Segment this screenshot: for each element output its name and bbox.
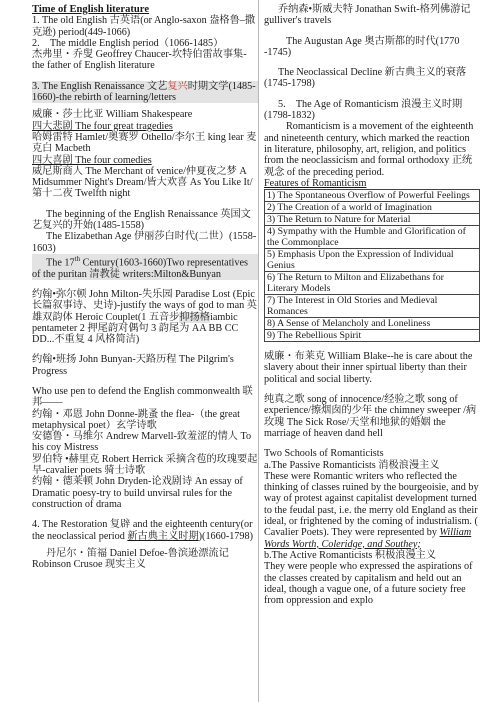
augustan-age: The Augustan Age 奥古斯都的时代(1770 -1745) (264, 35, 460, 58)
features-heading: Features of Romanticism (264, 177, 367, 189)
seventeenth-century: The 17th Century(1603-1660)Two representatives of the puritan 清教徒 writers:Milton&Bunyan (32, 254, 258, 280)
marvell-note: 安德鲁・马维尔 Andrew Marvell-致羞涩的情人 To his coy Mistress (32, 431, 252, 454)
romanticism-definition: Romanticism is a movement of the eighteenth and nineteenth century, which marked the reaction in literature, philosophy, art, religion, and politics from the neoclassicism and formal orthodoxy 正统观念 of the preceding period. (264, 121, 474, 178)
feature-item: 3) The Return to Nature for Material (264, 214, 480, 226)
chaucer-note: 杰弗里・乔叟 Geoffrey Chaucer-坎特伯雷故事集-the father of English literature (32, 49, 247, 72)
tragedies-heading: 四大悲剧 The four great tragedies (32, 120, 173, 132)
active-romanticists-text: They were people who expressed the aspirations of the classes created by capitalism and held out an ideal, though a vague one, of a future society free from oppression and explo (264, 561, 473, 607)
herrick-note: 罗伯特 •赫里克 Robert Herrick 采摘含苞的玫瑰要起早-cavalier poets 骑士诗歌 (32, 453, 258, 477)
shakespeare-heading: 威廉・莎士比亚 William Shakespeare (32, 109, 193, 121)
feature-item: 2) The Creation of a world of Imagination (264, 202, 480, 214)
document-title: Time of English literature (32, 4, 150, 15)
blake-works: 纯真之歌 song of innocence/经验之歌 song of experience/擦烟囱的少年 the chimney sweeper /病玫瑰 The Sick Rose/天堂和地狱的婚姻 the marriage of heaven dand hell (264, 394, 477, 439)
feature-item: 5) Emphasis Upon the Expression of Individual Genius (264, 249, 480, 272)
right-column (258, 0, 480, 702)
bunyan-note: 约翰•班扬 John Bunyan-天路历程 The Pilgrim's Progress (32, 354, 234, 377)
dryden-note: 约翰・德莱顿 John Dryden-论戏剧诗 An essay of Dramatic poesy-try to build unvirsal rules for the construction of drama (32, 476, 243, 510)
feature-item: 9) The Rebellious Spirit (264, 330, 480, 342)
comedies-heading: 四大喜剧 The four comedies (32, 154, 152, 166)
period-romanticism: 5. The Age of Romanticism 浪漫主义时期(1798-1832) (264, 98, 463, 122)
passive-romanticists-heading: a.The Passive Romanticists 消极浪漫主义 (264, 459, 440, 471)
passive-romanticists-text: These were Romantic writers who reflected the thinking of classes ruined by the bourgeoisie, and by way of protest against capitalist development turned to the feudal past, i.e. the merry old England as their ideal, or frightened by the coming of industrialism. ( Cavalier Poets). They were represented by William Words Worth, Coleridge, and Southey; (264, 470, 479, 550)
active-romanticists-heading: b.The Active Romanticists 积极浪漫主义 (264, 549, 437, 561)
comedies-list: 威尼斯商人 The Merchant of venice/仲夏夜之梦 A Midsummer Night's Dream/皆大欢喜 As You Like It/第十二夜 Twelfth night (32, 165, 253, 200)
tragedies-list: 哈姆雷特 Hamlet/奥赛罗 Othello/李尔王 king lear 麦克白 Macbeth (32, 131, 257, 155)
schools-heading: Two Schools of Romanticists (264, 448, 384, 460)
period-renaissance: 3. The English Renaissance 文艺复兴时期文学(1485-1660)-the rebirth of learning/letters (32, 81, 258, 104)
feature-item: 1) The Spontaneous Overflow of Powerful Feelings (264, 189, 480, 202)
elizabethan-age: The Elizabethan Age 伊丽莎白时代(二世）(1558-1603) (32, 231, 257, 254)
feature-item: 7) The Interest in Old Stories and Medieval Romances (264, 295, 480, 318)
period-old-english: 1. The old English 古英语(or Anglo-saxon 盎格鲁–撒克逊) period(449-1066) (32, 15, 256, 38)
feature-item: 4) Sympathy with the Humble and Glorification of the Commonplace (264, 226, 480, 249)
left-column (32, 0, 258, 702)
period-restoration: 4. The Restoration 复辟 and the eighteenth century(or the neoclassical period 新古典主义时期)(1660-1798) (32, 519, 253, 542)
period-middle-english: 2. The middle English period（1066-1485） (32, 37, 224, 49)
neoclassical-decline: The Neoclassical Decline 新古典主义的衰落 (1745-1798) (264, 67, 467, 90)
swift-note: 乔纳森•斯威夫特 Jonathan Swift-格列佛游记 gulliver's travels (264, 4, 471, 27)
renaissance-beginning: The beginning of the English Renaissance 英国文艺复兴的开始(1485-1558) (32, 208, 251, 232)
features-list (264, 189, 480, 342)
commonwealth-note: Who use pen to defend the English commonwealth 联邦—— (32, 386, 253, 409)
feature-item: 8) A Sense of Melancholy and Loneliness (264, 318, 480, 330)
feature-item: 6) The Return to Milton and Elizabethans for Literary Models (264, 272, 480, 295)
blake-note: 威廉・布莱克 William Blake--he is care about the slavery about their inner spirtual liberty than their political and social liberty. (264, 351, 473, 385)
milton-note: 约翰•弥尔顿 John Milton-失乐园 Paradise Lost (Epic 长篇叙事诗、史诗)-justify the ways of god to man 英雄双韵体 Heroic Couplet(1 五音步抑扬格iambic pentameter 2 押尾韵对偶句 3 韵尾为 AA BB CC DD...不重复 4 风格简洁) (32, 288, 257, 346)
donne-note: 约翰・邓恩 John Donne-跳蚤 the flea-（the great metaphysical poet）玄学诗歌 (32, 408, 240, 431)
defoe-note: 丹尼尔・笛福 Daniel Defoe-鲁滨逊漂流记 Robinson Crusoe 现实主义 (32, 547, 229, 571)
